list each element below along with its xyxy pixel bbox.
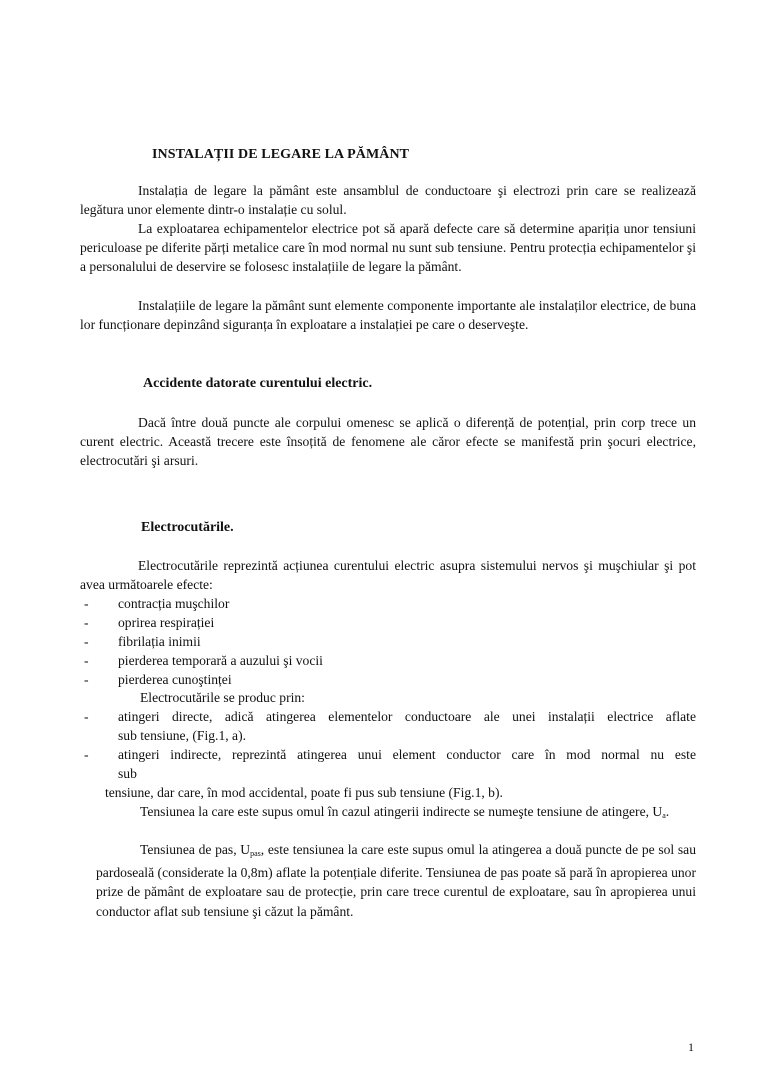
dash-bullet-icon: -	[84, 709, 89, 724]
accidents-paragraph: Dacă între două puncte ale corpului omenesc se aplică o diferență de potențial, prin corp trece un curent electric. Această trecere este însoțită de fenomene ale căror efecte se manifestă prin şocuri electrice, electrocutări şi arsuri.	[80, 415, 696, 469]
document-page: INSTALAȚII DE LEGARE LA PĂMÂNT Instalația de legare la pământ este ansamblul de conductoare şi electrozi prin care se realizează legătura unor elemente dintr-o instalație cu solul. La exploatarea echipamentelor electrice pot să apară defecte care să determine apariția unor tensiuni periculoase pe diferite părți metalice care în mod normal nu sunt sub tensiune. Pentru protecția echipamentelor şi a personalului de deservire se folosesc instalațiile de legare la pământ. Instalațiile de legare la pământ sunt elemente componente importante ale instalaților electrice, de buna lor funcționare depinzând siguranța în exploatare a instalației pe care o deserveşte. Accidente datorate curentului electric. Dacă între două puncte ale corpului omenesc se aplică o diferență de potențial, prin corp trece un curent electric. Această trecere este însoțită de fenomene ale căror efecte se manifestă prin şocuri electrice, electrocutări şi arsuri. Electrocutările. Electrocutările reprezintă acțiunea curentului electric asupra sistemului nervos şi muşchiular şi pot avea următoarele efecte: - contracția muşchilor - oprirea respirației - fibrilația inimii - pierderea temporară a auzului şi vocii - pierderea cunoştinței Electrocutările se produc prin: - atingeri directe, adică atingerea elementelor conductoare ale unei instalații electrice aflate sub tensiune, (Fig.1, a). - atingeri indirecte, reprezintă atingerea unui element conductor care în mod normal nu este sub tensiune, dar care, în mod accidental, poate fi pus sub tensiune (Fig.1, b). Tensiunea la care este supus omul în cazul atingerii indirecte se numeşte tensiune de atingere, $U_a$. Tensiunea de pas, $U_{pas}$, este tensiunea la care este supus omul la atingerea a două puncte de pe sol sau pardoseală (considerate la 0,8m) aflate la potențiale diferite. Tensiunea de pas poate să pară în apropierea unor prize de pământ de exploatare sau de protecție, prin care trece curentul de exploatare, sau în apropierea unui conductor aflat sub tensiune şi căzut la pământ. 1	[80, 147, 696, 1054]
intro-paragraph-2: La exploatarea echipamentelor electrice pot să apară defecte care să determine apariția unor tensiuni periculoase pe diferite părți metalice care în mod normal nu sunt sub tensiune. Pentru protecția echipamentelor şi a personalului de deservire se folosesc instalațiile de legare la pământ.	[80, 221, 696, 275]
page-number: 1	[688, 1040, 694, 1054]
document-title: INSTALAȚII DE LEGARE LA PĂMÂNT	[152, 147, 410, 162]
dash-bullet-icon: -	[84, 596, 89, 611]
step-voltage-paragraph: Tensiunea de pas, $U_{pas}$, este tensiunea la care este supus omul la atingerea a două puncte de pe sol sau pardoseală (considerate la 0,8m) aflate la potențiale diferite. Tensiunea de pas poate să pară în apropierea unor prize de pământ de exploatare sau de protecție, prin care trece curentul de exploatare, sau în apropierea unui conductor aflat sub tensiune şi căzut la pământ.	[96, 842, 696, 919]
intro-paragraph-1: Instalația de legare la pământ este ansamblul de conductoare şi electrozi prin care se realizează legătura unor elemente dintr-o instalație cu solul.	[80, 183, 696, 218]
cause-continuation: tensiune, dar care, în mod accidental, poate fi pus sub tensiune (Fig.1, b).	[105, 785, 503, 800]
electrocution-paragraph: Electrocutările reprezintă acțiunea curentului electric asupra sistemului nervos şi muşchiular şi pot avea următoarele efecte:	[80, 558, 696, 593]
electrocution-heading: Electrocutările.	[141, 520, 234, 535]
dash-bullet-icon: -	[84, 615, 89, 630]
dash-bullet-icon: -	[84, 747, 89, 762]
intro-paragraph-3: Instalațiile de legare la pământ sunt elemente componente importante ale instalaților electrice, de buna lor funcționare depinzând siguranța în exploatare a instalației pe care o deserveşte.	[80, 298, 696, 333]
dash-bullet-icon: -	[84, 672, 89, 687]
produced-by-line: Electrocutările se produc prin:	[140, 690, 305, 705]
cause-continuation: sub	[118, 766, 137, 781]
dash-bullet-icon: -	[84, 653, 89, 668]
dash-bullet-icon: -	[84, 634, 89, 649]
cause-continuation: sub tensiune, (Fig.1, a).	[118, 728, 246, 743]
accidents-heading: Accidente datorate curentului electric.	[143, 376, 373, 391]
contact-voltage-paragraph: Tensiunea la care este supus omul în cazul atingerii indirecte se numeşte tensiune de atingere, $U_a$.	[140, 804, 670, 820]
